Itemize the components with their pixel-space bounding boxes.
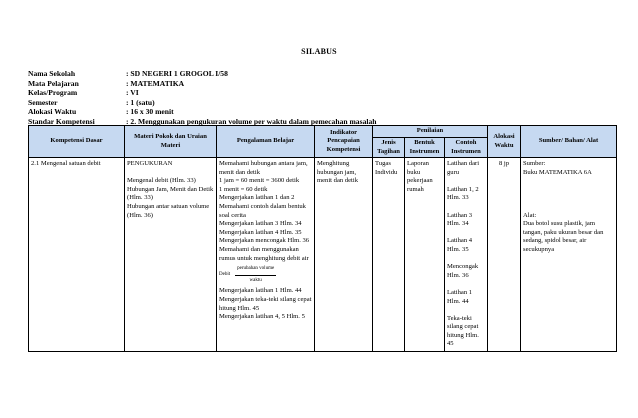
info-label: Kelas/Program xyxy=(28,88,78,98)
info-label: Mata Pelajaran xyxy=(28,78,79,88)
cell-bentuk xyxy=(405,158,445,352)
header-sumber: Sumber/ Bahan/ Alat xyxy=(521,126,617,158)
info-row-class xyxy=(28,88,377,98)
pengalaman-line: Mengerjakan latihan 4, 5 Hlm. 5 xyxy=(219,313,305,321)
info-row-school xyxy=(28,69,377,79)
header-kompetensi: Kompetensi Dasar xyxy=(29,126,125,158)
info-value: : 1 (satu) xyxy=(126,97,155,107)
cell-materi xyxy=(125,158,217,352)
sumber-line: Sumber: xyxy=(523,160,546,167)
materi-spacer xyxy=(127,169,214,178)
sumber-line: Buku MATEMATIKA 6A xyxy=(523,168,592,176)
cell-pengalaman xyxy=(217,158,315,352)
info-row-semester xyxy=(28,98,377,108)
header-alokasi: Alokasi Waktu xyxy=(488,126,521,158)
info-row-time xyxy=(28,107,377,117)
contoh-line: Latihan 1, 2 Hlm. 33 xyxy=(447,185,479,202)
info-label: Standar Kompetensi xyxy=(28,116,95,126)
header-materi: Materi Pokok dan Uraian Materi xyxy=(125,126,217,158)
cell-indikator xyxy=(315,158,373,352)
materi-line: Hubungan Jam, Menit dan Detik (Hlm. 33) xyxy=(127,185,214,202)
sumber-spacer xyxy=(523,203,614,212)
debit-formula xyxy=(219,265,278,285)
info-label: Alokasi Waktu xyxy=(28,107,77,117)
pengalaman-line: 1 menit = 60 detik xyxy=(219,185,268,193)
formula-denominator: waktu xyxy=(249,277,262,283)
sumber-spacer xyxy=(523,186,614,195)
pengalaman-line: Mengerjakan latihan 4 Hlm. 35 xyxy=(219,228,302,236)
header-jenis: Jenis Tagihan xyxy=(373,138,405,158)
cell-contoh xyxy=(445,158,488,352)
cell-alokasi xyxy=(488,158,521,352)
pengalaman-line: Mengerjakan latihan 1 dan 2 xyxy=(219,194,295,202)
document-title: SILABUS xyxy=(301,47,337,56)
contoh-spacer xyxy=(447,203,485,212)
pengalaman-line: Mengerjakan latihan 1 Hlm. 44 xyxy=(219,287,302,295)
sumber-line: Dua botol susu plastik, jam tangan, paku ukuran besar dan sedang, spidol besar, air secukupnya xyxy=(523,220,604,253)
header-pengalaman: Pengalaman Belajar xyxy=(217,126,315,158)
bentuk-text: Laporan buku pekerjaan rumah xyxy=(407,160,433,193)
pengalaman-line: Mengerjakan latihan 3 Hlm. 34 xyxy=(219,220,302,228)
info-value: : SD NEGERI 1 GROGOL I/58 xyxy=(126,69,228,78)
sumber-line: Alat: xyxy=(523,211,537,219)
formula-label: Debit xyxy=(219,271,231,277)
pengalaman-line: Mengerjakan mencongak Hlm. 36 xyxy=(219,237,310,245)
contoh-line: Mencongak Hlm. 36 xyxy=(447,263,479,279)
info-label: Nama Sekolah xyxy=(28,69,76,78)
materi-line: PENGUKURAN xyxy=(127,160,173,167)
pengalaman-line: 1 jam = 60 menit = 3600 detik xyxy=(219,177,300,185)
info-label: Semester xyxy=(28,97,58,107)
formula-numerator: perubahan volume xyxy=(235,265,276,276)
header-penilaian: Penilaian xyxy=(373,126,488,138)
info-value: : 2. Menggunakan pengukuran volume per waktu dalam pemecahan masalah xyxy=(126,116,377,126)
info-value: : VI xyxy=(126,88,139,98)
contoh-line: Teka-teki silang cepat hitung Hlm. 45 xyxy=(447,314,479,348)
materi-line: Hubungan antar satuan volume (Hlm. 36) xyxy=(127,202,210,219)
info-value: : MATEMATIKA xyxy=(126,78,185,88)
alokasi-text: 8 jp xyxy=(498,160,510,167)
materi-line: Mengenal debit (Hlm. 33) xyxy=(127,177,196,185)
contoh-spacer xyxy=(447,306,485,315)
sumber-spacer xyxy=(523,177,614,186)
info-value: : 16 x 30 menit xyxy=(126,107,174,117)
info-block xyxy=(28,69,377,127)
formula-fraction xyxy=(233,265,278,285)
jenis-text: Tugas Individu xyxy=(375,160,398,176)
cell-jenis xyxy=(373,158,405,352)
sumber-spacer xyxy=(523,194,614,203)
header-contoh: Contoh Instrumen xyxy=(445,138,488,158)
pengalaman-line: Memahami dan menggunakan rumus untuk menghitung debit air xyxy=(219,245,309,262)
header-bentuk: Bentuk Instrumen xyxy=(405,138,445,158)
kompetensi-text: 2.1 Mengenal satuan debit xyxy=(31,160,101,167)
cell-sumber xyxy=(521,158,617,352)
contoh-line: Latihan dari guru xyxy=(447,160,480,176)
contoh-line: Latihan 1 Hlm. 44 xyxy=(447,288,473,305)
contoh-spacer xyxy=(447,280,485,289)
pengalaman-line: Memahami contoh dalam bentuk soal cerita xyxy=(219,202,306,219)
pengalaman-line: Memahami hubungan antara jam, menit dan detik xyxy=(219,160,308,176)
contoh-line: Latihan 4 Hlm. 35 xyxy=(447,237,473,253)
info-row-subject xyxy=(28,79,377,89)
contoh-spacer xyxy=(447,255,485,264)
cell-kompetensi xyxy=(29,158,125,352)
indikator-text: Menghitung hubungan jam, menit dan detik xyxy=(317,160,359,185)
syllabus-table xyxy=(28,125,617,352)
header-indikator: Indikator Pencapaian Kompetensi xyxy=(315,126,373,158)
contoh-spacer xyxy=(447,229,485,238)
pengalaman-line: Mengerjakan teka-teki silang cepat hitung Hlm. 45 xyxy=(219,295,312,312)
contoh-spacer xyxy=(447,177,485,186)
contoh-line: Latihan 3 Hlm. 34 xyxy=(447,211,473,228)
